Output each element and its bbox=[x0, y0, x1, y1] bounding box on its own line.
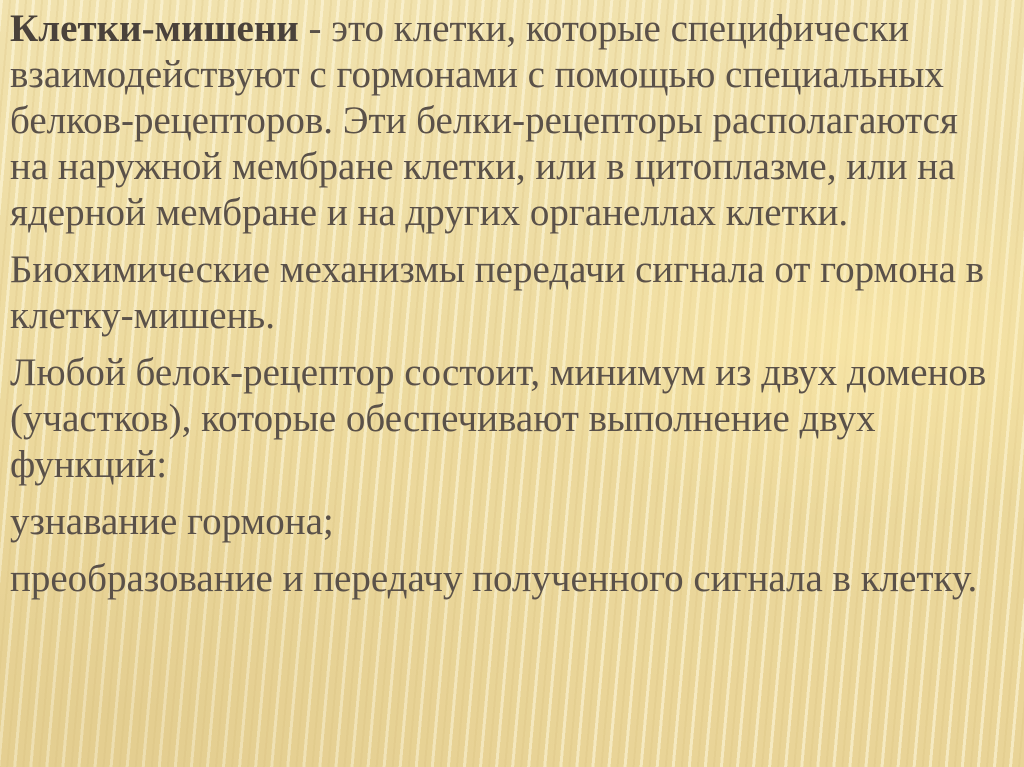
slide-content bbox=[10, 6, 990, 613]
paragraph-mechanisms: Биохимические механизмы передачи сигнала от гормона в клетку-мишень. bbox=[10, 248, 985, 337]
definition-paragraph bbox=[10, 6, 990, 236]
paragraph-receptor-domains: Любой белок-рецептор состоит, минимум из двух доменов (участков), которые обеспечивают выполнение двух функций: bbox=[10, 351, 987, 486]
definition-text: - это клетки, которые специфически взаимодействуют с гормонами с помощью специальных белков-рецепторов. Эти белки-рецепторы располагаются на наружной мембране клетки, или в цитоплазме, или на ядерной мембране и на других органеллах клетки. bbox=[10, 7, 958, 234]
list-item-hormone-recognition: узнавание гормона; bbox=[10, 500, 334, 543]
definition-term: Клетки-мишени bbox=[10, 7, 299, 50]
list-item-signal-transduction: преобразование и передачу полученного сигнала в клетку. bbox=[10, 557, 978, 600]
